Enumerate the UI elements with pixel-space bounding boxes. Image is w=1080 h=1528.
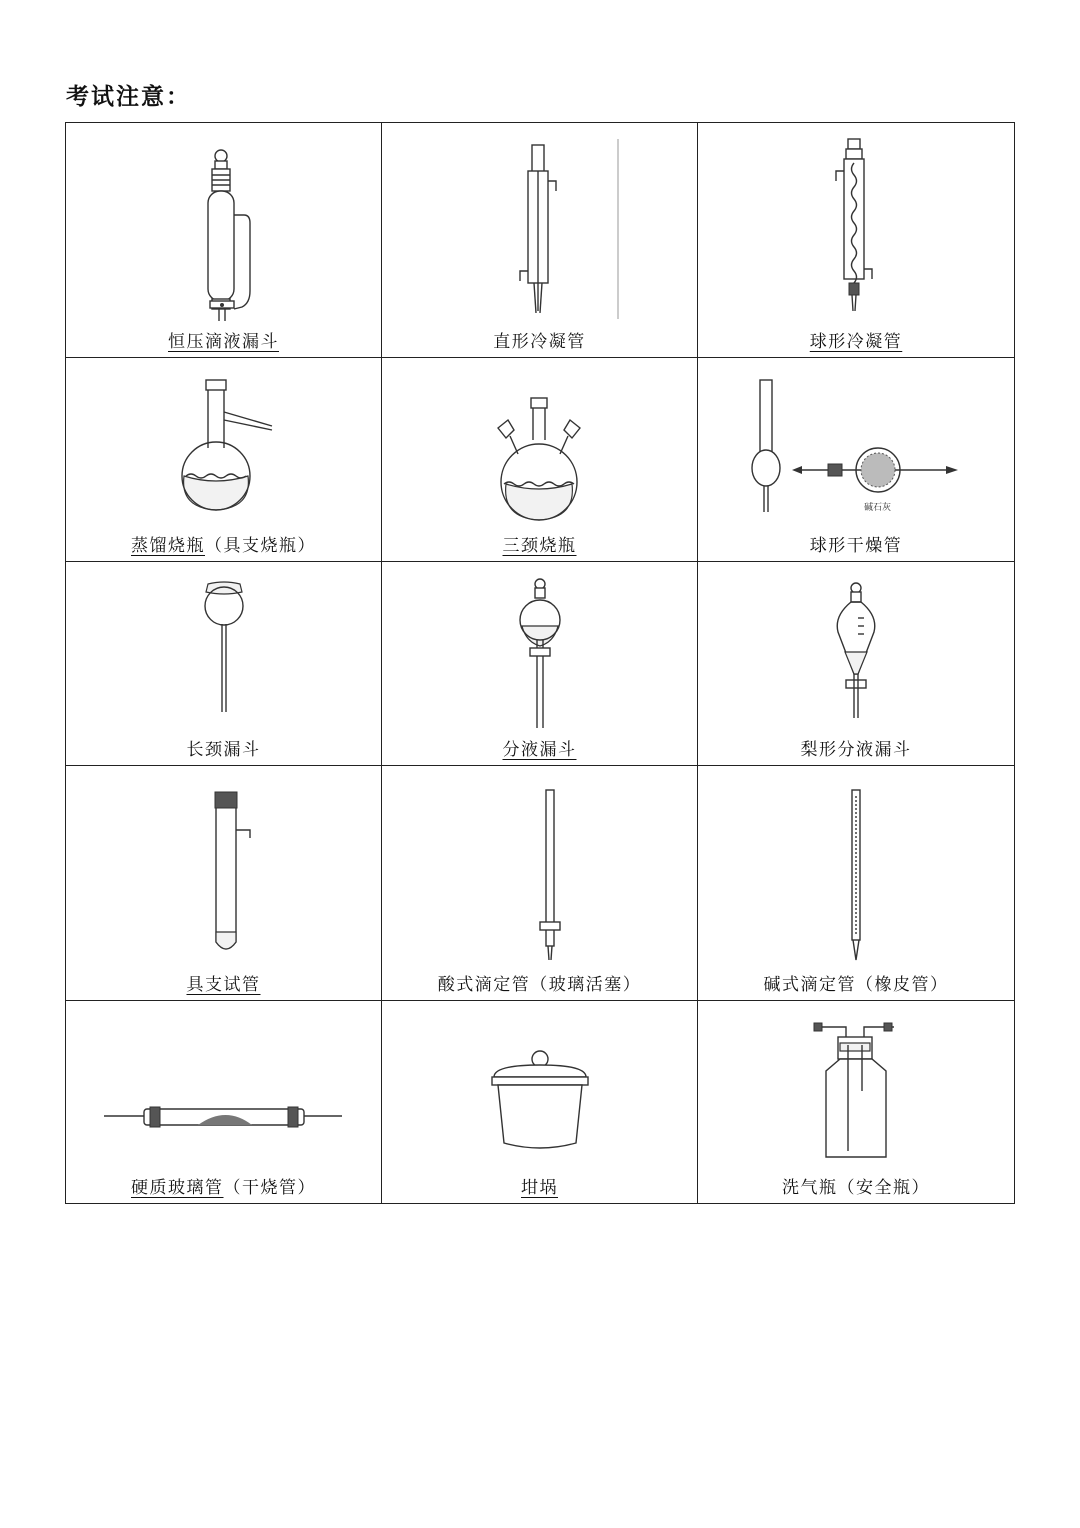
label-acid-burette: 酸式滴定管（玻璃活塞） [437, 975, 642, 995]
cell-drying-tube [698, 358, 1015, 562]
cell-pressure-equalizing-funnel [66, 123, 382, 358]
cell-side-arm-test-tube [66, 766, 382, 1001]
label-long-neck-funnel: 长颈漏斗 [186, 740, 261, 760]
label-separatory-funnel: 分液漏斗 [502, 740, 577, 760]
cell-acid-burette [382, 766, 698, 1001]
label-bulb-condenser: 球形冷凝管 [809, 332, 903, 352]
page-heading: 考试注意： [66, 84, 191, 110]
label-side-arm-test-tube: 具支试管 [186, 975, 261, 995]
label-drying-tube: 球形干燥管 [809, 536, 903, 556]
label-hard-glass-tube: 硬质玻璃管（干烧管） [131, 1178, 316, 1198]
acid-burette-icon [382, 766, 698, 1000]
label-straight-condenser: 直形冷凝管 [493, 332, 586, 352]
cell-distilling-flask [66, 358, 382, 562]
label-gas-washing-bottle: 洗气瓶（安全瓶） [782, 1178, 930, 1198]
cell-straight-condenser [382, 123, 698, 358]
bulb-condenser-icon [698, 123, 1015, 357]
cell-hard-glass-tube [66, 1001, 382, 1204]
cell-crucible [382, 1001, 698, 1204]
pressure-equalizing-funnel-icon [66, 123, 382, 357]
label-pressure-equalizing-funnel: 恒压滴液漏斗 [168, 332, 279, 352]
side-arm-test-tube-icon [66, 766, 382, 1000]
cell-base-burette [698, 766, 1015, 1001]
cell-long-neck-funnel [66, 562, 382, 766]
label-distilling-flask: 蒸馏烧瓶（具支烧瓶） [131, 536, 316, 556]
cell-separatory-funnel [382, 562, 698, 766]
label-base-burette: 碱式滴定管（橡皮管） [763, 975, 949, 995]
apparatus-table [65, 122, 1015, 1204]
drying-tube-note: 碱石灰 [864, 503, 892, 513]
label-pear-separatory-funnel: 梨形分液漏斗 [800, 740, 912, 760]
cell-gas-washing-bottle [698, 1001, 1015, 1204]
cell-bulb-condenser [698, 123, 1015, 358]
label-crucible: 坩埚 [521, 1178, 558, 1198]
label-three-neck-flask: 三颈烧瓶 [502, 536, 577, 556]
base-burette-icon [698, 766, 1015, 1000]
cell-three-neck-flask [382, 358, 698, 562]
cell-pear-separatory-funnel [698, 562, 1015, 766]
straight-condenser-icon [382, 123, 698, 357]
